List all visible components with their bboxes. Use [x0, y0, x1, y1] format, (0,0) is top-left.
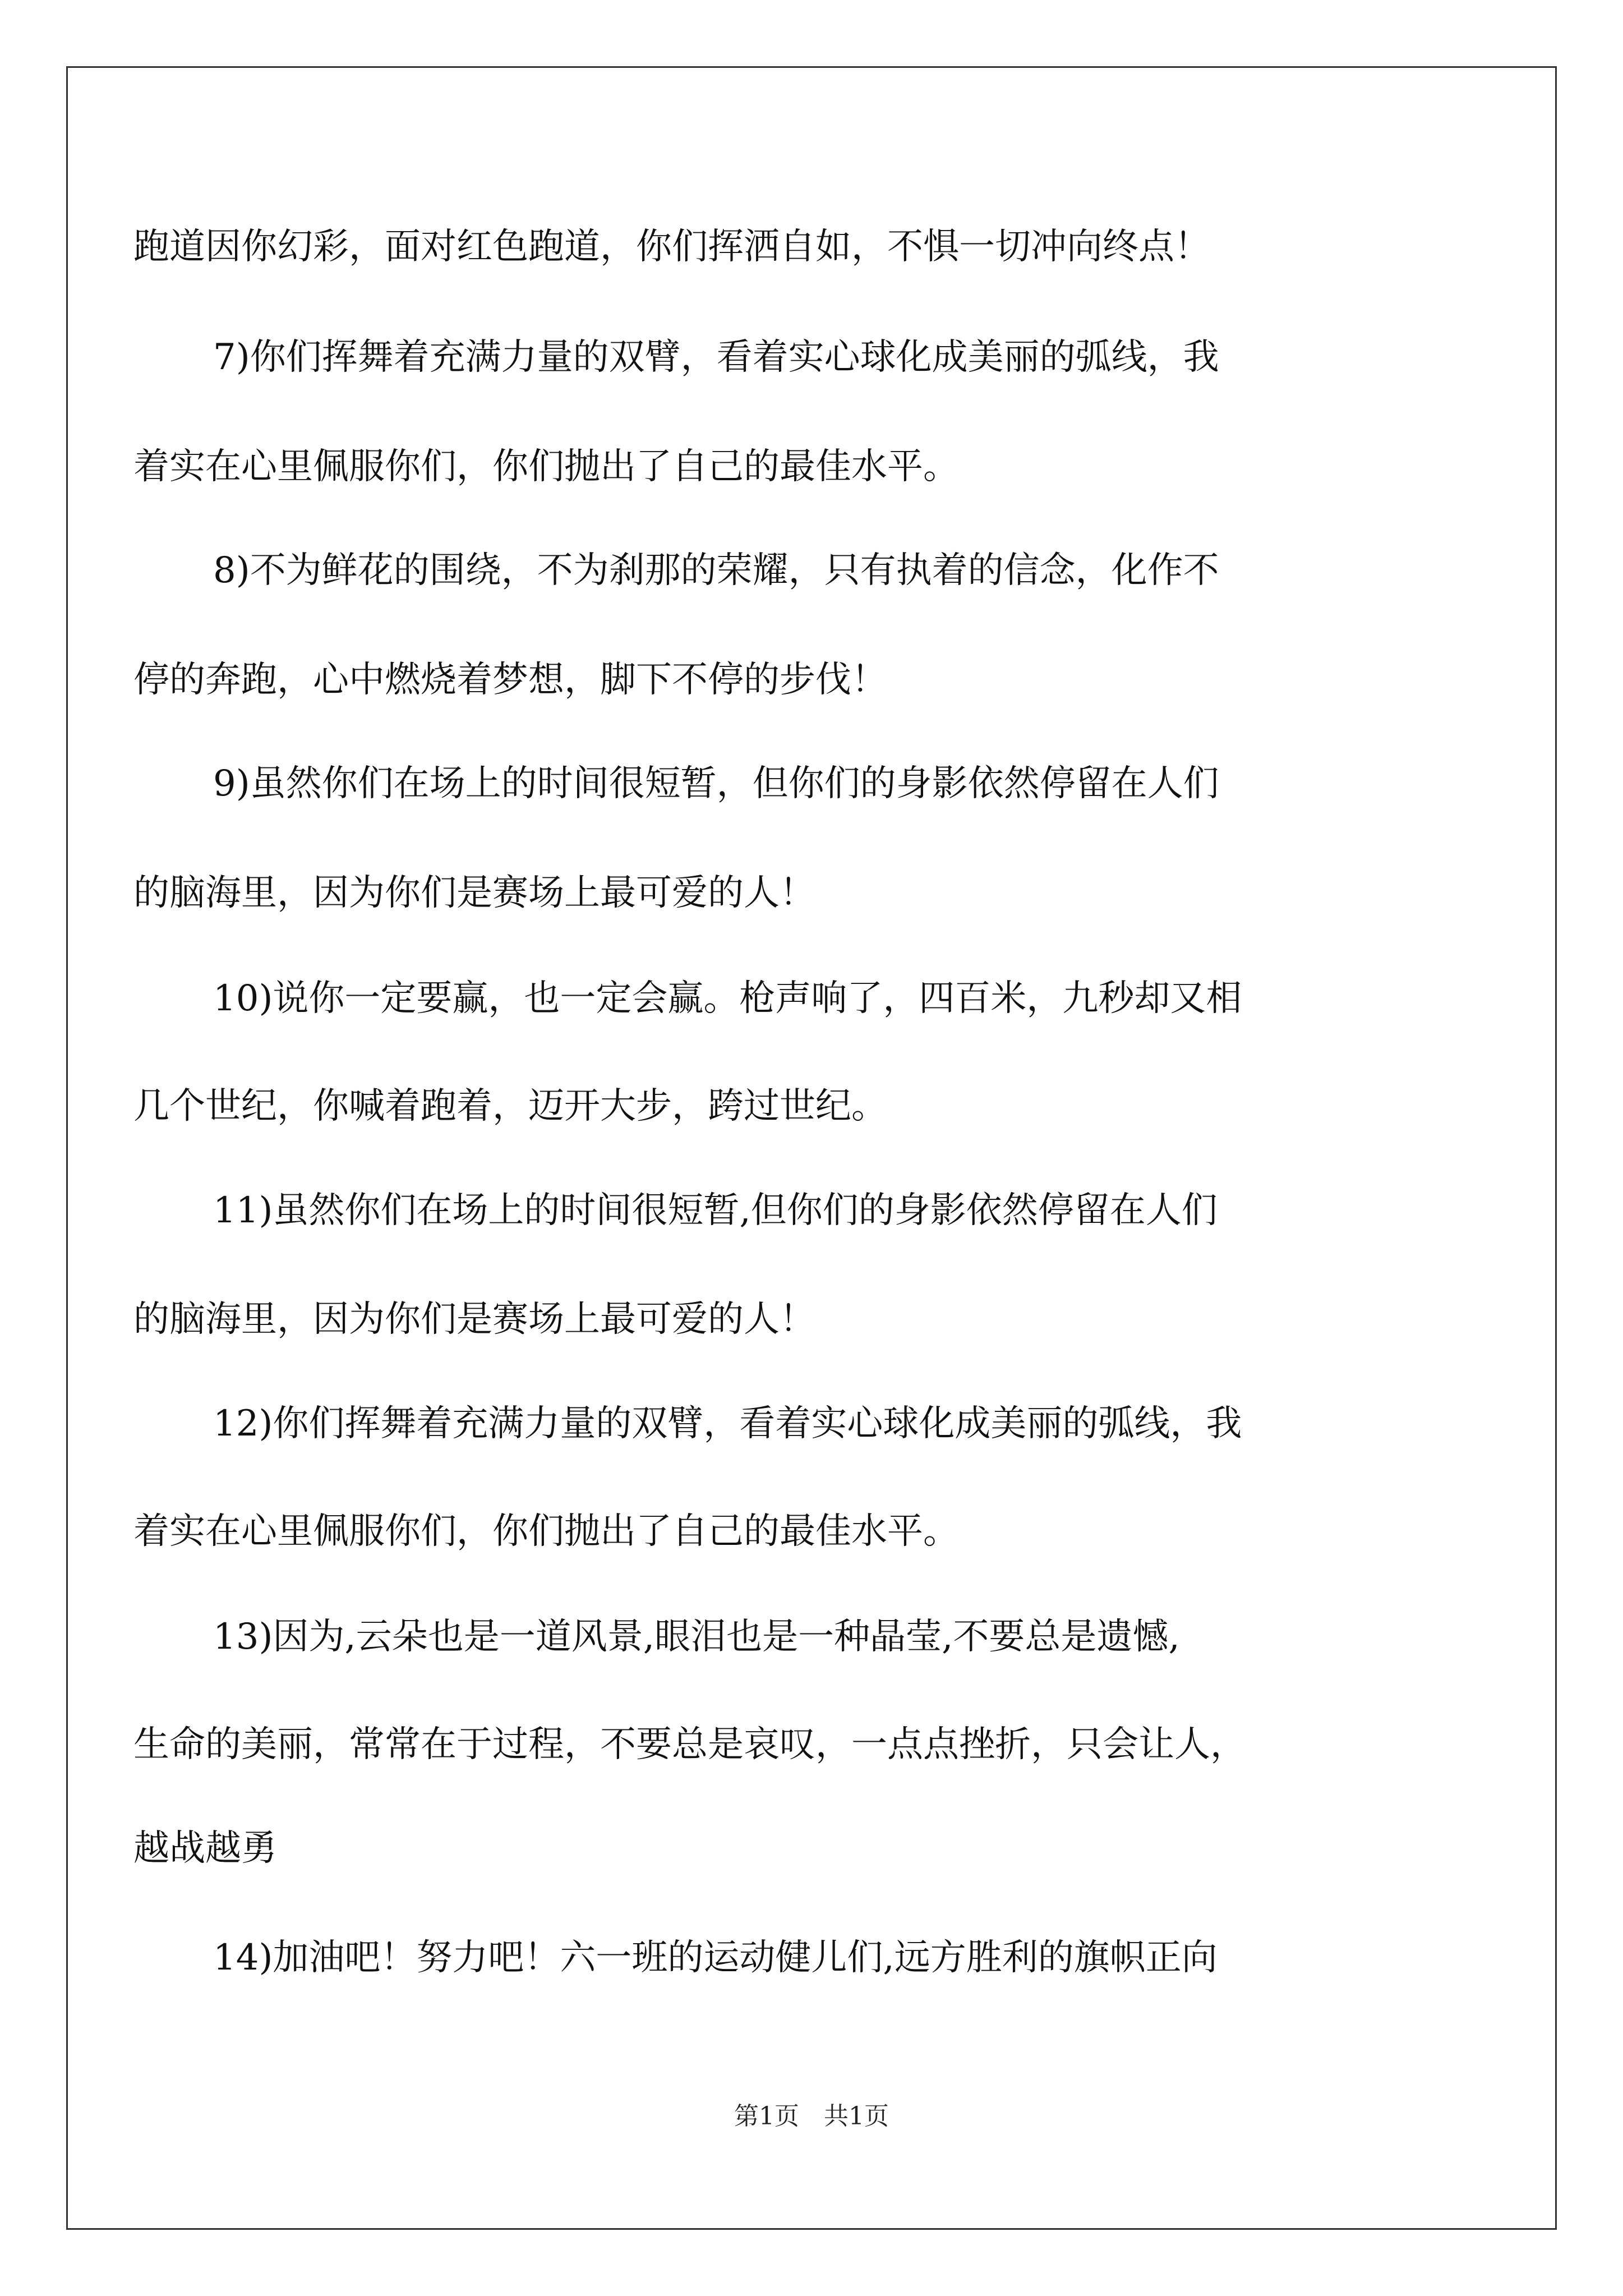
text-line: 13)因为,云朵也是一道风景,眼泪也是一种晶莹,不要总是遗憾, — [213, 1616, 1180, 1658]
text-line: 的脑海里，因为你们是赛场上最可爱的人！ — [133, 872, 815, 914]
text-line: 停的奔跑，心中燃烧着梦想，脚下不停的步伐！ — [133, 659, 887, 701]
page-number: 第1页 共1页 — [734, 2102, 889, 2131]
text-line: 7)你们挥舞着充满力量的双臂，看着实心球化成美丽的弧线，我 — [213, 337, 1219, 378]
text-line: 的脑海里，因为你们是赛场上最可爱的人！ — [133, 1299, 815, 1340]
text-line: 几个世纪，你喊着跑着，迈开大步，跨过世纪。 — [133, 1085, 887, 1127]
text-line: 12)你们挥舞着充满力量的双臂，看着实心球化成美丽的弧线，我 — [213, 1403, 1242, 1444]
page-border — [66, 66, 1557, 2230]
text-line: 9)虽然你们在场上的时间很短暂，但你们的身影依然停留在人们 — [213, 763, 1219, 804]
text-line: 10)说你一定要赢，也一定会赢。枪声响了，四百米，九秒却又相 — [213, 978, 1242, 1019]
text-line: 着实在心里佩服你们，你们抛出了自己的最佳水平。 — [133, 446, 959, 487]
text-line: 8)不为鲜花的围绕，不为刹那的荣耀，只有执着的信念，化作不 — [213, 550, 1219, 591]
text-line: 生命的美丽，常常在于过程，不要总是哀叹，一点点挫折，只会让人， — [133, 1724, 1246, 1765]
text-line: 14)加油吧！努力吧！六一班的运动健儿们,远方胜利的旗帜正向 — [213, 1937, 1218, 1978]
text-line: 跑道因你幻彩，面对红色跑道，你们挥洒自如，不惧一切冲向终点！ — [133, 226, 1210, 268]
text-line: 越战越勇 — [133, 1828, 277, 1869]
text-line: 11)虽然你们在场上的时间很短暂,但你们的身影依然停留在人们 — [213, 1190, 1218, 1231]
text-line: 着实在心里佩服你们，你们抛出了自己的最佳水平。 — [133, 1511, 959, 1552]
